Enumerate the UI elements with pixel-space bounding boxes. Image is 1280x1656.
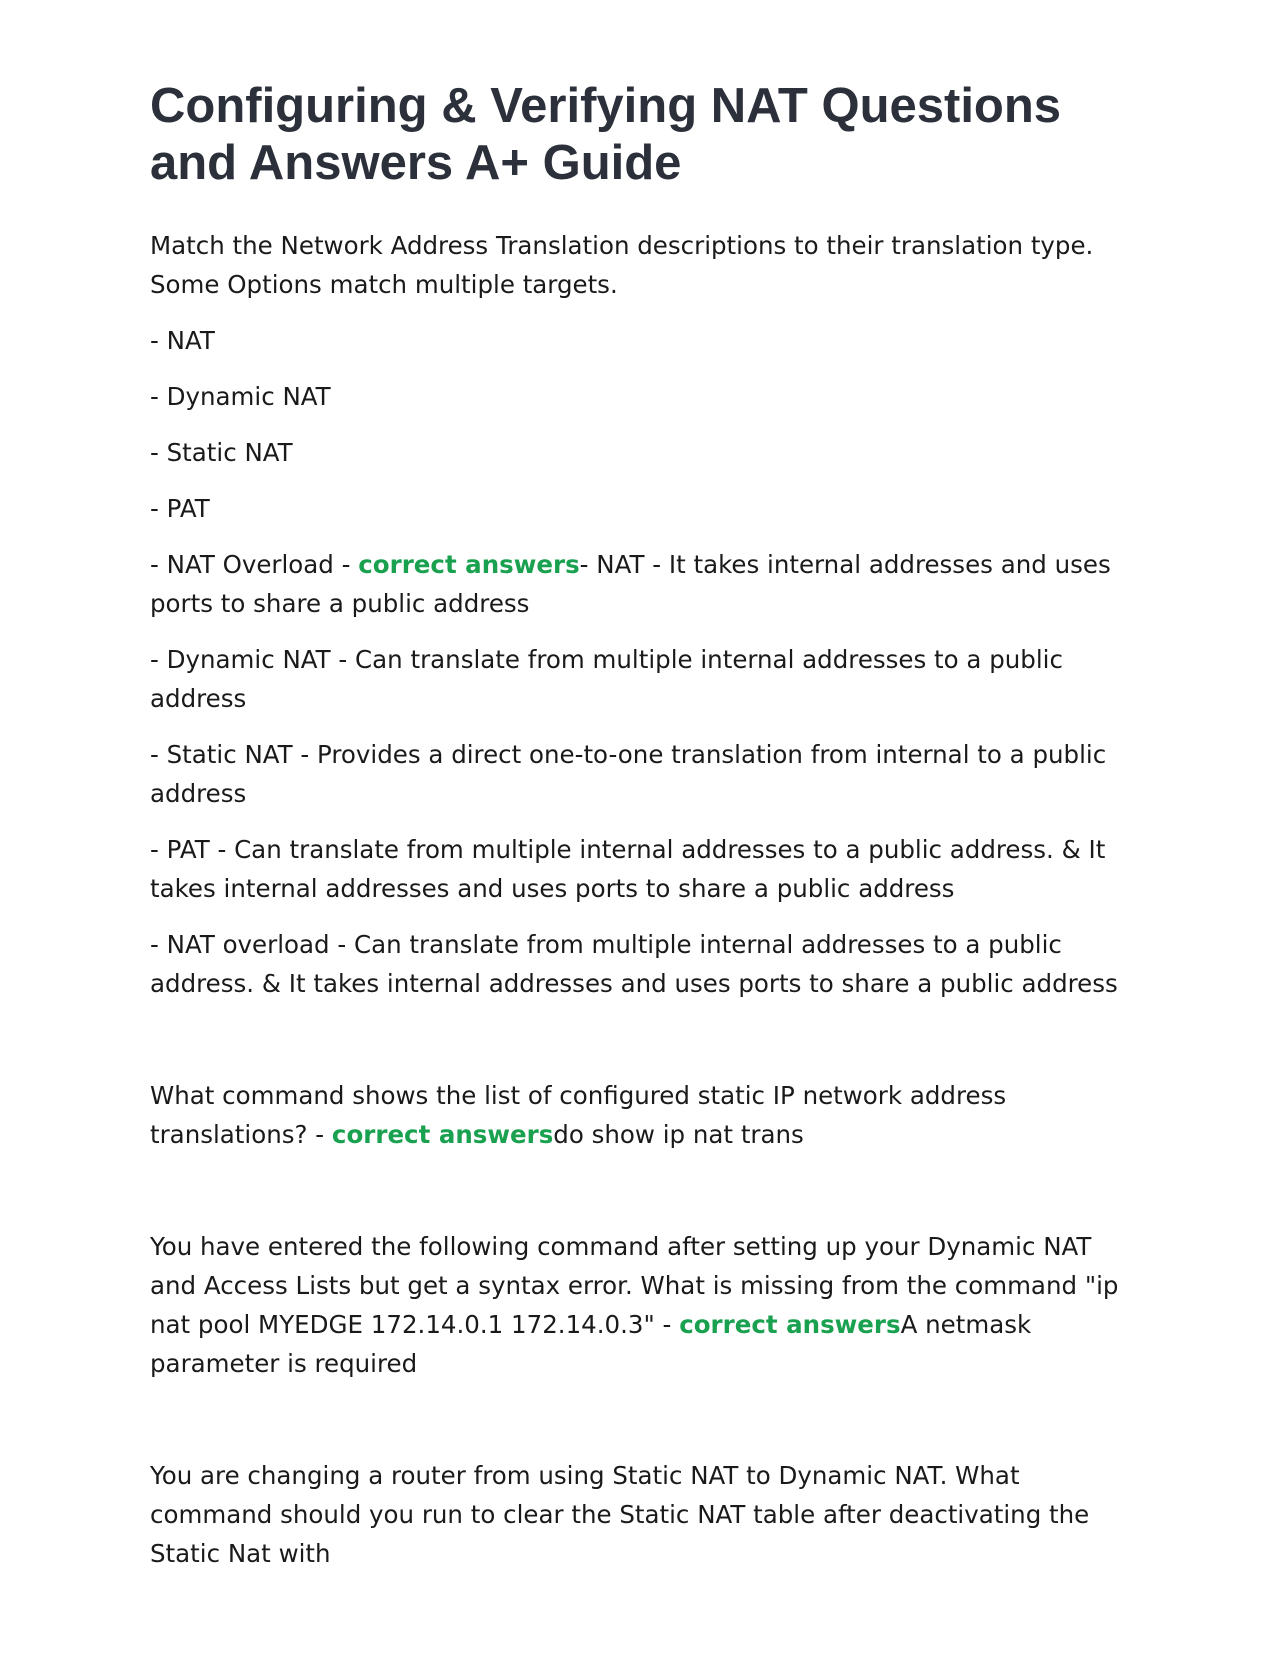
- question-1-prefix: - NAT Overload -: [150, 550, 359, 579]
- spacer: [150, 1400, 1140, 1456]
- question-3-answer: A netmask parameter is required: [150, 1310, 1032, 1378]
- option-item: - Static NAT: [150, 438, 293, 467]
- correct-answers-label: correct answers: [331, 1120, 554, 1149]
- answer-item: - PAT - Can translate from multiple internal addresses to a public address. & It takes internal addresses and uses ports to share a public address: [150, 835, 1106, 903]
- intro-text: Match the Network Address Translation descriptions to their translation type. Some Options match multiple targets.: [150, 231, 1094, 299]
- question-3-text: You have entered the following command after setting up your Dynamic NAT and Access Lists but get a syntax error. What is missing from the command "ip nat pool MYEDGE 172.14.0.1 172.14.0.3" -: [150, 1232, 1119, 1339]
- answer-item: - Static NAT - Provides a direct one-to-one translation from internal to a public address: [150, 740, 1107, 808]
- question-1: [150, 545, 1140, 623]
- correct-answers-label: correct answers: [679, 1310, 901, 1339]
- document-page: [150, 78, 1140, 1590]
- question-4: You are changing a router from using Static NAT to Dynamic NAT. What command should you run to clear the Static NAT table after deactivating the Static Nat with: [150, 1461, 1090, 1568]
- spacer: [150, 1020, 1140, 1076]
- question-2-answer: do show ip nat trans: [553, 1120, 804, 1149]
- question-3: [150, 1227, 1140, 1383]
- page-title: Configuring & Verifying NAT Questions and Answers A+ Guide: [150, 79, 1062, 190]
- answer-item: - NAT overload - Can translate from multiple internal addresses to a public address. & It takes internal addresses and uses ports to share a public address: [150, 930, 1118, 998]
- question-1-answer: - NAT - It takes internal addresses and uses ports to share a public address: [150, 550, 1111, 618]
- option-item: - Dynamic NAT: [150, 382, 331, 411]
- spacer: [150, 1171, 1140, 1227]
- option-item: - PAT: [150, 494, 210, 523]
- option-item: - NAT: [150, 326, 215, 355]
- question-2: [150, 1076, 1140, 1154]
- question-2-text: What command shows the list of configured static IP network address translations? -: [150, 1081, 1007, 1149]
- answer-item: - Dynamic NAT - Can translate from multiple internal addresses to a public address: [150, 645, 1063, 713]
- correct-answers-label: correct answers: [358, 550, 580, 579]
